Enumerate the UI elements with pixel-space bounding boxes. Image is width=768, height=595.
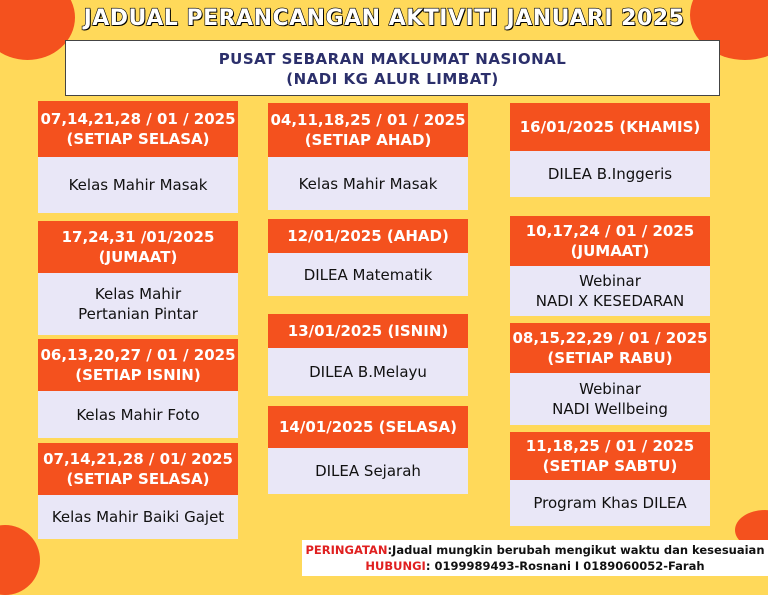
card-activity [268,348,468,396]
contact-label: HUBUNGI [365,559,426,573]
schedule-card [510,432,710,526]
card-date: 13/01/2025 (ISNIN) [287,322,449,340]
card-day: (SETIAP ISNIN) [75,366,201,384]
card-date-header [510,432,710,480]
card-day: (JUMAAT) [98,248,178,266]
card-date: 07,14,21,28 / 01/ 2025 [43,450,233,468]
card-date: 17,24,31 /01/2025 [61,228,215,246]
activity-line: DILEA B.Inggeris [547,165,673,183]
activity-line: Webinar [579,380,641,398]
activity-line: Program Khas DILEA [533,494,687,512]
schedule-card [38,101,238,213]
warning-label: PERINGATAN [305,543,388,557]
card-date: 04,11,18,25 / 01 / 2025 [270,111,466,129]
card-date: 07,14,21,28 / 01 / 2025 [40,110,236,128]
contact-text: : 0199989493-Rosnani I 0189060052-Farah [425,559,705,573]
card-date: 11,18,25 / 01 / 2025 [525,437,695,455]
schedule-card [268,406,468,494]
activity-line: Kelas Mahir Foto [76,405,200,424]
schedule-card [38,339,238,438]
schedule-card [268,314,468,396]
organization-name: PUSAT SEBARAN MAKLUMAT NASIONAL [218,50,567,68]
activity-line: Kelas Mahir Masak [68,176,208,194]
decor-blob-bottom-left [0,525,40,595]
card-activity [38,273,238,335]
card-activity [268,448,468,494]
card-activity [510,266,710,316]
card-date: 08,15,22,29 / 01 / 2025 [512,329,708,347]
card-date: 16/01/2025 (KHAMIS) [519,118,701,136]
card-day: (SETIAP SABTU) [542,457,678,475]
schedule-card [510,216,710,316]
page-title: JADUAL PERANCANGAN AKTIVITI JANUARI 2025 [83,6,685,31]
warning-text: :Jadual mungkin berubah mengikut waktu dan kesesuaian [387,543,765,557]
card-activity [268,253,468,296]
activity-line: DILEA Sejarah [315,462,421,480]
schedule-card [268,103,468,210]
activity-line: NADI Wellbeing [552,400,668,418]
card-date-header [268,406,468,448]
card-date-header [38,443,238,495]
activity-line: NADI X KESEDARAN [535,292,685,310]
card-date-header [268,219,468,253]
activity-line: Pertanian Pintar [78,305,198,323]
card-activity [38,157,238,213]
footer-note [302,540,768,576]
card-day: (SETIAP AHAD) [304,131,432,149]
card-date-header [510,103,710,151]
schedule-card [510,103,710,197]
schedule-card [268,219,468,296]
activity-line: Kelas Mahir Baiki Gajet [51,508,225,526]
schedule-card [510,323,710,425]
card-activity [38,495,238,539]
card-day: (SETIAP SELASA) [66,130,210,148]
activity-line: DILEA Matematik [303,265,433,284]
card-date-header [510,216,710,266]
schedule-card [38,221,238,335]
card-date: 06,13,20,27 / 01 / 2025 [40,346,236,364]
card-date: 12/01/2025 (AHAD) [287,227,449,245]
warning-line [302,542,768,558]
card-date-header [38,101,238,157]
activity-line: Kelas Mahir Masak [298,174,438,193]
card-day: (JUMAAT) [570,242,650,260]
card-date-header [268,103,468,157]
card-activity [510,373,710,425]
contact-line [302,558,768,574]
card-date-header [510,323,710,373]
organization-box [65,40,720,96]
card-activity [510,151,710,197]
card-activity [38,391,238,438]
schedule-card [38,443,238,539]
card-date-header [38,221,238,273]
card-day: (SETIAP SELASA) [66,470,210,488]
card-date: 14/01/2025 (SELASA) [278,418,457,436]
activity-line: DILEA B.Melayu [309,363,427,381]
card-activity [510,480,710,526]
activity-line: Webinar [579,272,641,290]
card-day: (SETIAP RABU) [547,349,673,367]
organization-location: (NADI KG ALUR LIMBAT) [286,70,499,88]
card-date: 10,17,24 / 01 / 2025 [525,222,695,240]
activity-line: Kelas Mahir [94,285,182,303]
card-date-header [268,314,468,348]
card-activity [268,157,468,210]
card-date-header [38,339,238,391]
